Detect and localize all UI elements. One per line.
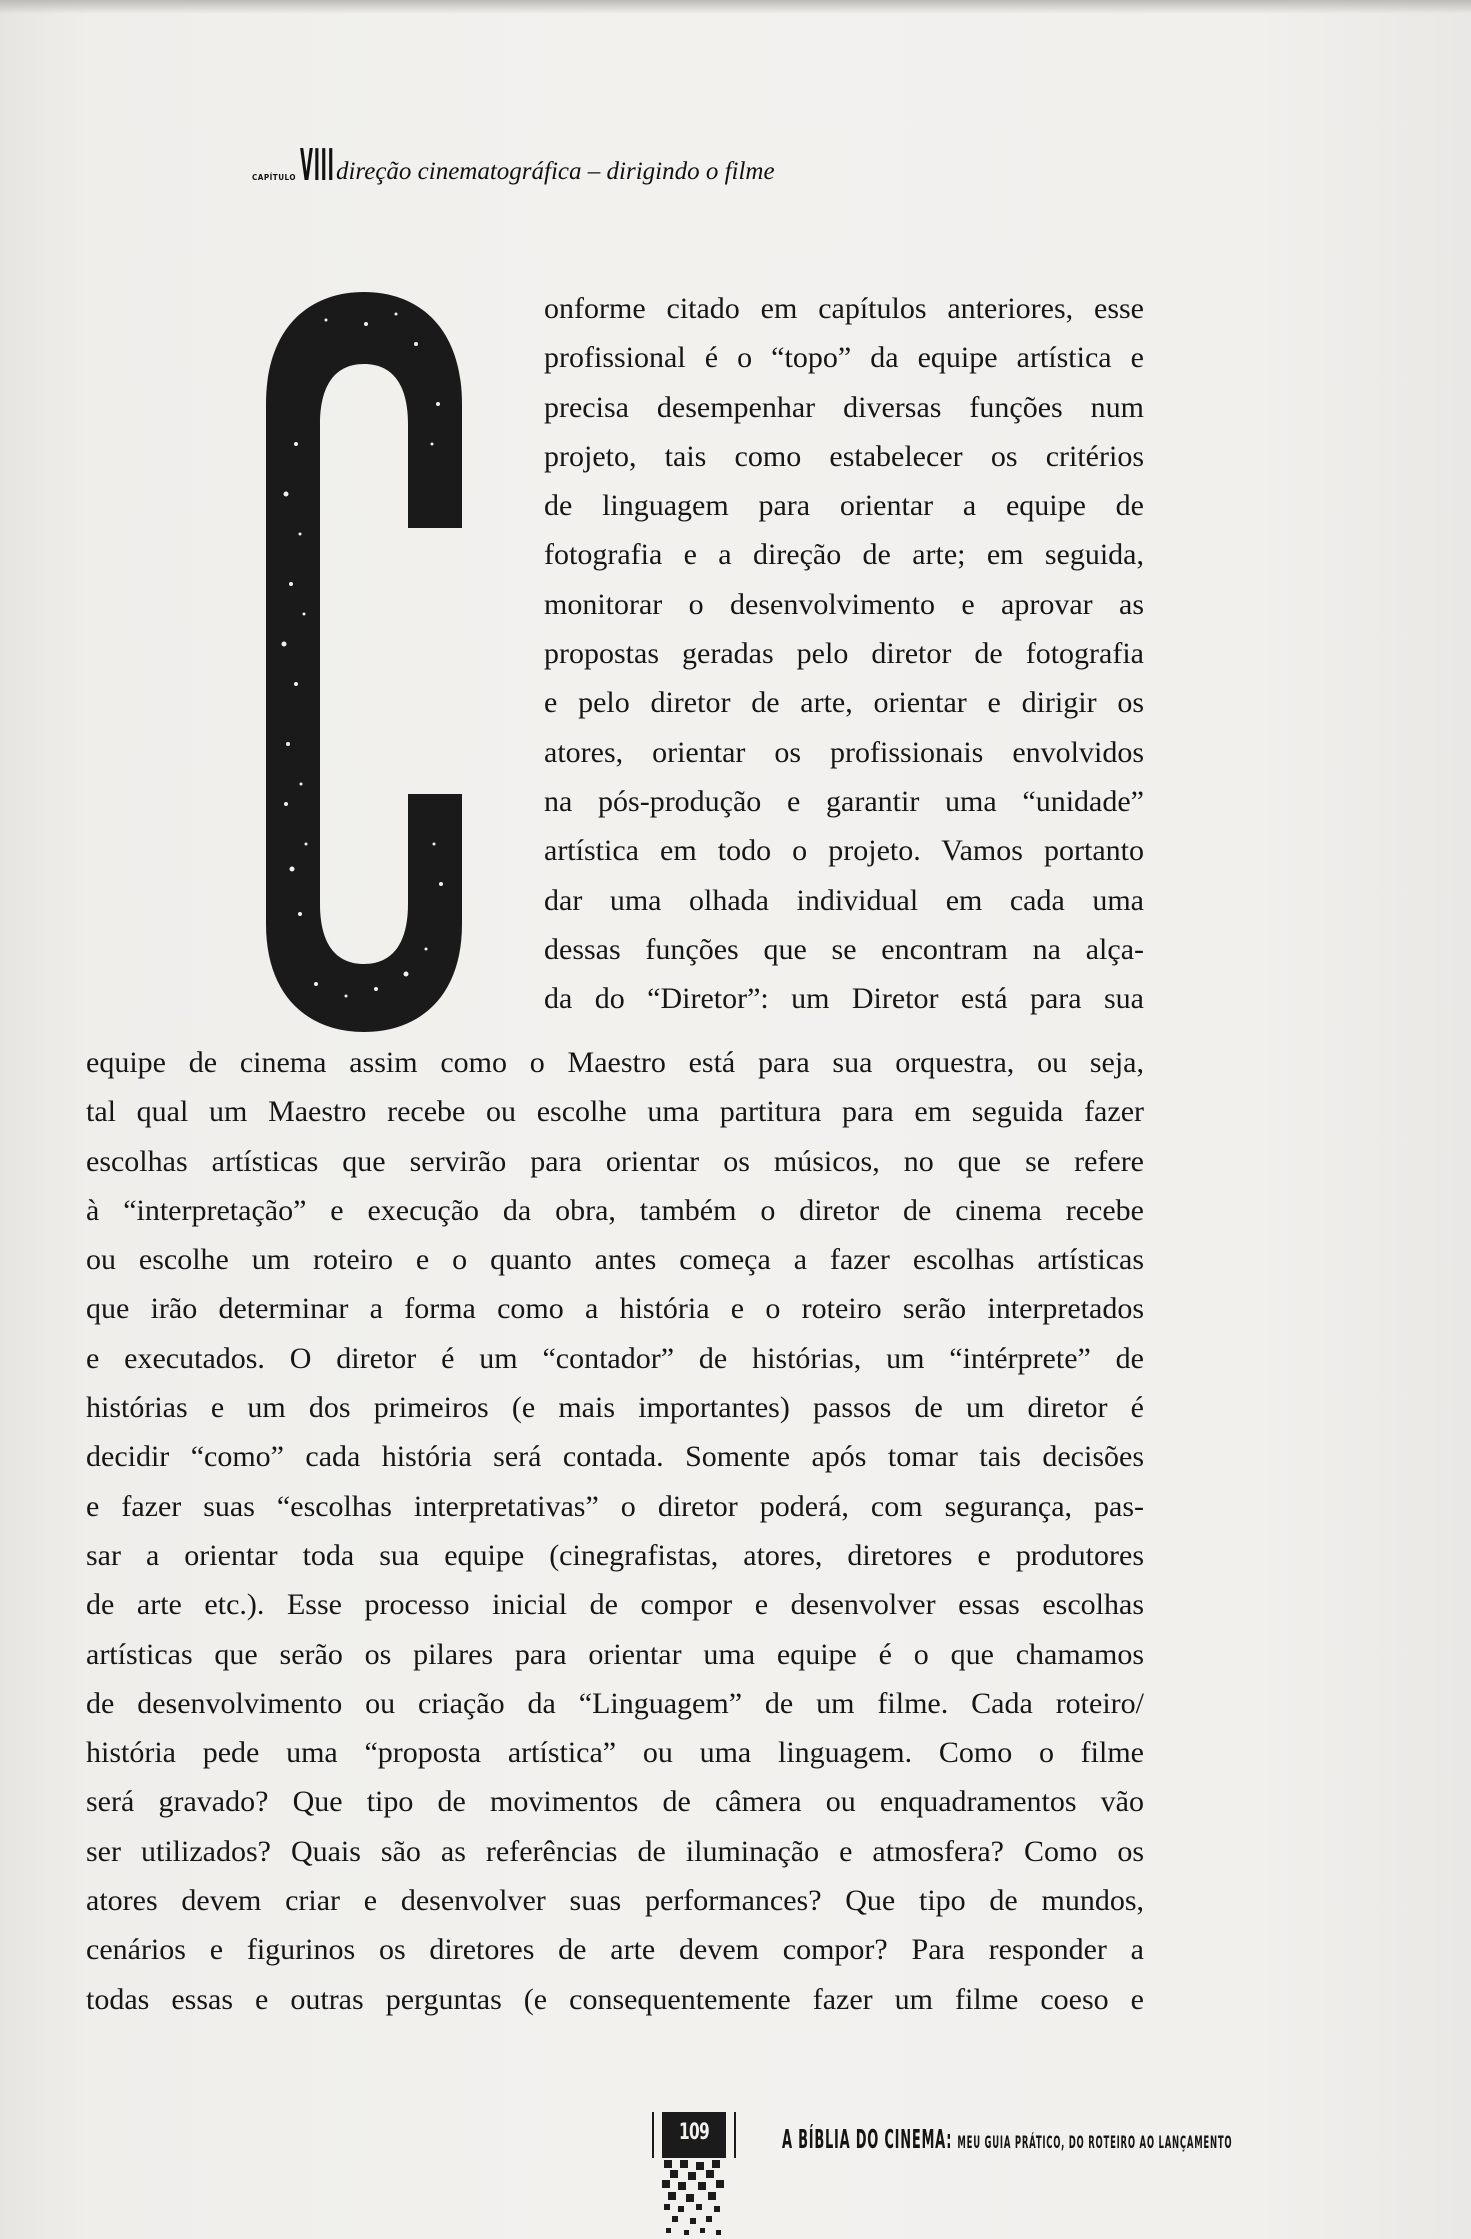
text-line: projeto, tais como estabelecer os critérios [544, 439, 1144, 473]
text-line: atores devem criar e desenvolver suas performances? Que tipo de mundos, [86, 1884, 1144, 1918]
text-line: dar uma olhada individual em cada uma [544, 883, 1144, 917]
text-line: onforme citado em capítulos anteriores, esse [544, 292, 1144, 325]
text-line: atores, orientar os profissionais envolvidos [544, 735, 1144, 769]
book-subtitle: MEU GUIA PRÁTICO, DO ROTEIRO AO LANÇAMENTO [957, 2133, 1233, 2153]
text-line: precisa desempenhar diversas funções num [544, 390, 1144, 424]
text-line: histórias e um dos primeiros (e mais importantes) passos de um diretor é [86, 1391, 1144, 1425]
page-edge-shadow [0, 0, 1471, 14]
text-line: artísticas que serão os pilares para orientar uma equipe é o que chamamos [86, 1637, 1144, 1671]
text-line: monitorar o desenvolvimento e aprovar as [544, 587, 1144, 621]
text-line: de desenvolvimento ou criação da “Linguagem” de um filme. Cada roteiro/ [86, 1686, 1144, 1720]
text-line: equipe de cinema assim como o Maestro está para sua orquestra, ou seja, [86, 1046, 1144, 1079]
drop-cap-c [256, 284, 472, 1036]
text-line: à “interpretação” e execução da obra, também o diretor de cinema recebe [86, 1193, 1144, 1227]
chapter-title: direção cinematográfica – dirigindo o filme [335, 158, 775, 185]
text-line: fotografia e a direção de arte; em seguida, [544, 538, 1144, 572]
text-line: que irão determinar a forma como a história e o roteiro serão interpretados [86, 1292, 1144, 1326]
text-line: história pede uma “proposta artística” ou uma linguagem. Como o filme [86, 1736, 1144, 1770]
page-number: 109 [678, 2120, 710, 2145]
text-line: de arte etc.). Esse processo inicial de compor e desenvolver essas escolhas [86, 1588, 1144, 1622]
text-line: de linguagem para orientar a equipe de [544, 489, 1144, 523]
text-line: e pelo diretor de arte, orientar e dirigir os [544, 686, 1144, 720]
text-line: ou escolhe um roteiro e o quanto antes começa a fazer escolhas artísticas [86, 1243, 1144, 1277]
text-line: e fazer suas “escolhas interpretativas” o diretor poderá, com segurança, pas- [86, 1489, 1144, 1523]
text-line: ser utilizados? Quais são as referências de iluminação e atmosfera? Como os [86, 1834, 1144, 1868]
text-line: será gravado? Que tipo de movimentos de câmera ou enquadramentos vão [86, 1785, 1144, 1819]
text-line: todas essas e outras perguntas (e consequentemente fazer um filme coeso e [86, 1982, 1144, 2016]
body-text-narrow-column [544, 284, 1144, 1023]
text-line: propostas geradas pelo diretor de fotografia [544, 637, 1144, 671]
text-line: profissional é o “topo” da equipe artística e [544, 341, 1144, 375]
text-line: tal qual um Maestro recebe ou escolhe uma partitura para em seguida fazer [86, 1095, 1144, 1129]
running-footer [782, 2125, 1232, 2155]
text-line: decidir “como” cada história será contada. Somente após tomar tais decisões [86, 1440, 1144, 1474]
text-line: sar a orientar toda sua equipe (cinegrafistas, atores, diretores e produtores [86, 1538, 1144, 1572]
text-line: na pós-produção e garantir uma “unidade” [544, 784, 1144, 818]
text-line: e executados. O diretor é um “contador” de histórias, um “intérprete” de [86, 1341, 1144, 1375]
body-text-full-width [86, 1038, 1144, 2024]
text-line: artística em todo o projeto. Vamos portanto [544, 834, 1144, 868]
text-line: escolhas artísticas que servirão para orientar os músicos, no que se refere [86, 1144, 1144, 1178]
text-line: cenários e figurinos os diretores de arte devem compor? Para responder a [86, 1933, 1144, 1967]
running-header [252, 138, 775, 191]
book-title: A BÍBLIA DO CINEMA: [782, 2125, 953, 2155]
chapter-word: CAPÍTULO [252, 173, 296, 182]
text-line: dessas funções que se encontram na alça- [544, 932, 1144, 966]
text-line: da do “Diretor”: um Diretor está para sua [544, 982, 1144, 1016]
chapter-number: VIII [299, 140, 335, 191]
